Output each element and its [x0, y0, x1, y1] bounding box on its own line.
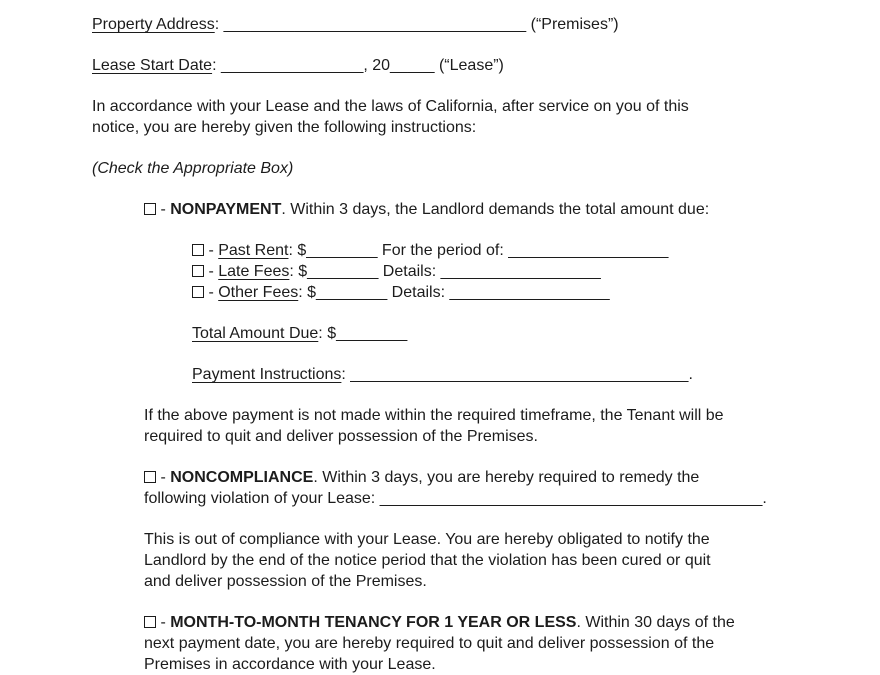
property-address-line — [92, 14, 880, 35]
month-to-month-line-3: Premises in accordance with your Lease. — [144, 656, 436, 673]
property-address-blank[interactable]: __________________________________ — [223, 16, 527, 33]
late-fees-details-blank[interactable]: __________________ — [440, 263, 601, 280]
payment-instructions-label: Payment Instructions — [192, 366, 342, 383]
nonpayment-dash: - — [156, 201, 171, 218]
month-to-month-rest: . Within 30 days of the — [576, 614, 735, 631]
property-address-label: Property Address — [92, 16, 215, 33]
note-text: Check the Appropriate Box — [97, 160, 288, 177]
other-fees-row — [192, 282, 880, 303]
total-amount-due-separator: : $ — [318, 325, 337, 342]
nonpayment-rest: . Within 3 days, the Landlord demands the total amount due: — [281, 201, 710, 218]
noncompliance-title: NONCOMPLIANCE — [170, 469, 314, 486]
other-fees-details-label: Details: — [387, 284, 450, 301]
month-to-month-line-2: next payment date, you are hereby required to quit and deliver possession of the — [144, 635, 715, 652]
violation-period: . — [762, 490, 767, 507]
total-amount-due-blank[interactable]: ________ — [336, 325, 408, 342]
month-to-month-heading — [144, 612, 880, 633]
past-rent-separator: : $ — [288, 242, 307, 259]
consequence-line-1: If the above payment is not made within the required timeframe, the Tenant will be — [144, 407, 724, 424]
past-rent-period-blank[interactable]: __________________ — [508, 242, 669, 259]
other-fees-dash: - — [204, 284, 219, 301]
past-rent-checkbox-icon[interactable] — [192, 244, 204, 256]
late-fees-row — [192, 261, 880, 282]
explanation-line-1: This is out of compliance with your Lease. You are hereby obligated to notify the — [144, 531, 710, 548]
explanation-line-2: Landlord by the end of the notice period that the violation has been cured or quit — [144, 552, 711, 569]
lease-year-prefix: , 20 — [363, 57, 391, 74]
late-fees-label: Late Fees — [218, 263, 290, 280]
intro-line-2: notice, you are hereby given the following instructions: — [92, 119, 477, 136]
noncompliance-dash: - — [156, 469, 171, 486]
other-fees-amount-blank[interactable]: ________ — [316, 284, 388, 301]
payment-instructions-period: . — [688, 366, 693, 383]
lease-start-date-line — [92, 55, 880, 76]
noncompliance-violation-line — [144, 488, 880, 509]
other-fees-details-blank[interactable]: __________________ — [449, 284, 610, 301]
past-rent-dash: - — [204, 242, 219, 259]
consequence-line-2: required to quit and deliver possession of the Premises. — [144, 428, 538, 445]
nonpayment-title: NONPAYMENT — [170, 201, 282, 218]
payment-instructions-separator: : — [341, 366, 351, 383]
lease-suffix: (“Lease”) — [434, 57, 504, 74]
month-to-month-checkbox-icon[interactable] — [144, 616, 156, 628]
late-fees-details-label: Details: — [378, 263, 441, 280]
late-fees-dash: - — [204, 263, 219, 280]
month-to-month-dash: - — [156, 614, 171, 631]
lease-start-date-label: Lease Start Date — [92, 57, 213, 74]
violation-blank[interactable]: ___________________________________________ — [379, 490, 763, 507]
payment-instructions-blank[interactable]: ______________________________________ — [350, 366, 689, 383]
lease-start-date-separator: : — [212, 57, 221, 74]
other-fees-separator: : $ — [298, 284, 317, 301]
premises-suffix: (“Premises”) — [526, 16, 619, 33]
nonpayment-items — [192, 240, 880, 303]
noncompliance-rest: . Within 3 days, you are hereby required to remedy the — [313, 469, 700, 486]
check-box-note — [92, 158, 880, 179]
other-fees-label: Other Fees — [218, 284, 299, 301]
nonpayment-checkbox-icon[interactable] — [144, 203, 156, 215]
past-rent-period-label: For the period of: — [377, 242, 509, 259]
lease-start-date-blank[interactable]: ________________ — [220, 57, 364, 74]
nonpayment-heading — [144, 199, 880, 220]
intro-line-1: In accordance with your Lease and the laws of California, after service on you of this — [92, 98, 689, 115]
property-address-separator: : — [214, 16, 224, 33]
total-amount-due-line — [192, 323, 880, 344]
late-fees-separator: : $ — [289, 263, 308, 280]
other-fees-checkbox-icon[interactable] — [192, 286, 204, 298]
late-fees-checkbox-icon[interactable] — [192, 265, 204, 277]
nonpayment-consequence-paragraph — [144, 405, 880, 447]
past-rent-label: Past Rent — [218, 242, 289, 259]
note-open-paren: ( — [92, 160, 98, 177]
noncompliance-heading — [144, 467, 880, 488]
violation-prefix: following violation of your Lease: — [144, 490, 380, 507]
noncompliance-section — [144, 467, 880, 509]
late-fees-amount-blank[interactable]: ________ — [307, 263, 379, 280]
noncompliance-explanation-paragraph — [144, 529, 880, 592]
payment-instructions-line — [192, 364, 880, 385]
total-amount-due-label: Total Amount Due — [192, 325, 319, 342]
month-to-month-section — [144, 612, 880, 675]
note-close-paren: ) — [287, 160, 294, 177]
past-rent-row — [192, 240, 880, 261]
lease-year-blank[interactable]: _____ — [390, 57, 435, 74]
month-to-month-title: MONTH-TO-MONTH TENANCY FOR 1 YEAR OR LESS — [170, 614, 577, 631]
explanation-line-3: and deliver possession of the Premises. — [144, 573, 427, 590]
past-rent-amount-blank[interactable]: ________ — [306, 242, 378, 259]
intro-paragraph — [92, 96, 880, 138]
noncompliance-checkbox-icon[interactable] — [144, 471, 156, 483]
